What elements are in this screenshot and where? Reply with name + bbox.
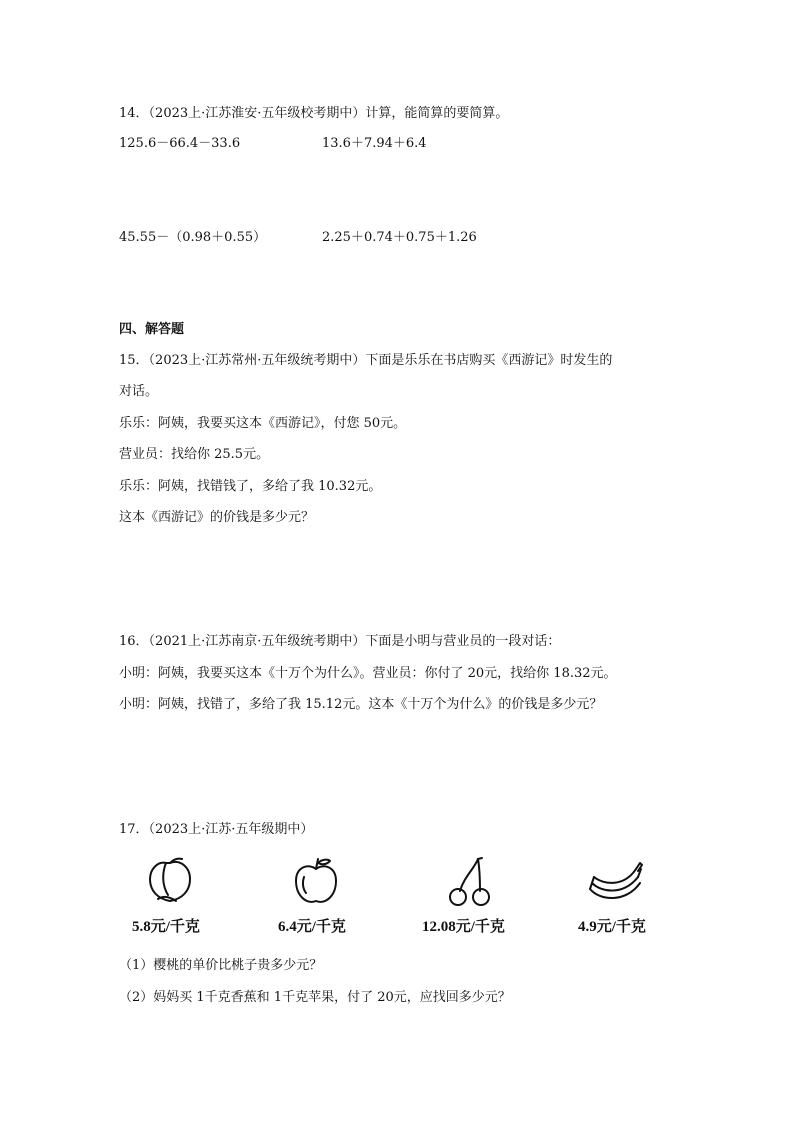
q14-expression-2: 13.6＋7.94＋6.4 (322, 136, 427, 151)
q15-line-4: 营业员：找给你 25.5元。 (119, 447, 270, 462)
q14-expression-4: 2.25＋0.74＋0.75＋1.26 (322, 230, 477, 245)
apple-icon (286, 855, 346, 907)
section-heading: 四、解答题 (119, 322, 185, 337)
q17-sub-question-1: （1）樱桃的单价比桃子贵多少元？ (119, 958, 323, 973)
banana-icon (586, 855, 646, 907)
q16-line-2: 小明：阿姨，我要买这本《十万个为什么》。营业员：你付了 20元，找给你 18.32元。 (119, 666, 617, 681)
q14-expression-3: 45.55－（0.98＋0.55） (119, 230, 267, 245)
cherry-price: 12.08元/千克 (422, 919, 505, 935)
q14-title: 14．（2023上·江苏淮安·五年级校考期中）计算，能简算的要简算。 (119, 106, 509, 121)
q15-line-3: 乐乐：阿姨，我要买这本《西游记》，付您 50元。 (119, 416, 407, 431)
q14-expression-1: 125.6－66.4－33.6 (119, 136, 241, 151)
q15-line-1: 15．（2023上·江苏常州·五年级统考期中）下面是乐乐在书店购买《西游记》时发生的 (119, 353, 613, 368)
apple-price: 6.4元/千克 (278, 919, 346, 935)
banana-price: 4.9元/千克 (578, 919, 646, 935)
q15-line-6: 这本《西游记》的价钱是多少元？ (119, 510, 315, 525)
q15-line-2: 对话。 (119, 384, 159, 399)
q17-sub-question-2: （2）妈妈买 1千克香蕉和 1千克苹果，付了 20元，应找回多少元？ (119, 990, 511, 1005)
cherry-icon (440, 855, 500, 907)
peach-icon (140, 855, 200, 907)
q16-line-1: 16．（2021上·江苏南京·五年级统考期中）下面是小明与营业员的一段对话： (119, 634, 561, 649)
q17-title: 17．（2023上·江苏·五年级期中） (119, 822, 314, 837)
q16-line-3: 小明：阿姨，找错了，多给了我 15.12元。这本《十万个为什么》的价钱是多少元？ (119, 697, 603, 712)
q15-line-5: 乐乐：阿姨，找错钱了，多给了我 10.32元。 (119, 479, 382, 494)
peach-price: 5.8元/千克 (132, 919, 200, 935)
